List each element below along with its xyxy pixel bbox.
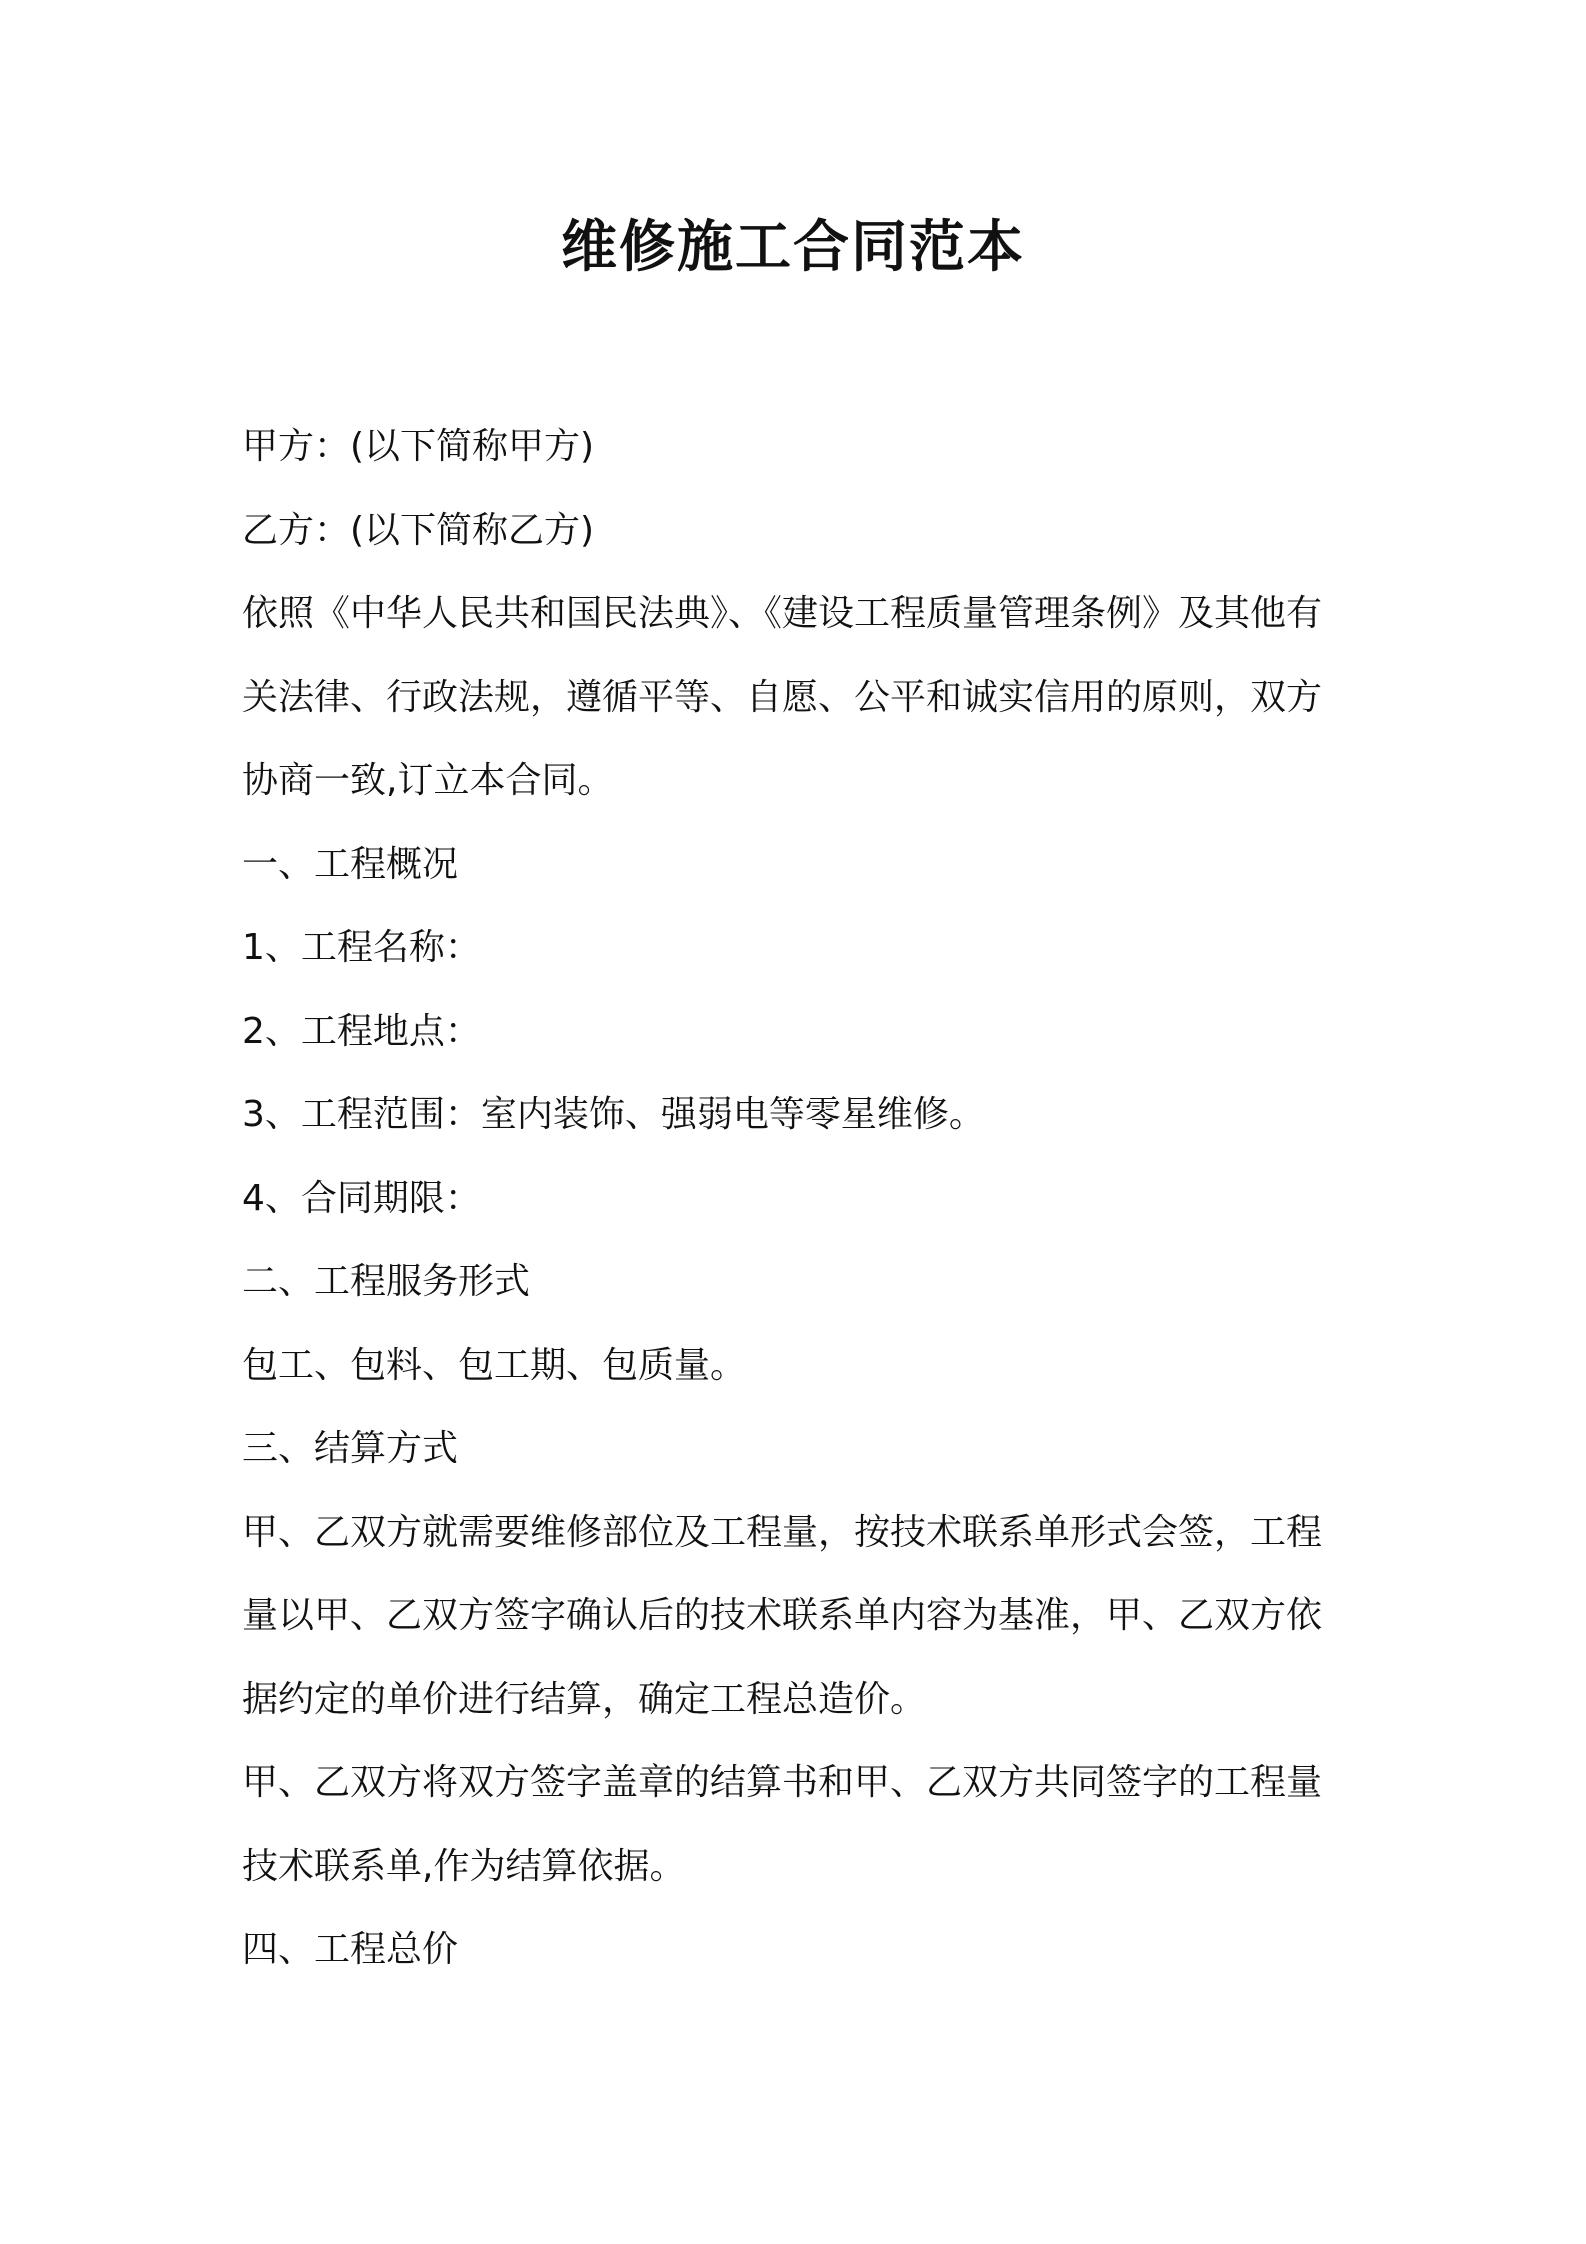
settlement-line-5: 技术联系单,作为结算依据。 bbox=[242, 1845, 686, 1887]
settlement-line-1: 甲、乙双方就需要维修部位及工程量，按技术联系单形式会签，工程 bbox=[242, 1511, 1323, 1553]
preamble-line-2: 关法律、行政法规，遵循平等、自愿、公平和诚实信用的原则，双方 bbox=[242, 676, 1323, 718]
project-scope-line: 3、工程范围：室内装饰、强弱电等零星维修。 bbox=[242, 1094, 985, 1135]
settlement-line-4: 甲、乙双方将双方签字盖章的结算书和甲、乙双方共同签字的工程量 bbox=[242, 1762, 1323, 1803]
project-location-line: 2、工程地点： bbox=[242, 1010, 481, 1052]
document-body bbox=[242, 405, 1352, 1992]
preamble-line-1: 依照《中华人民共和国民法典》、《建设工程质量管理条例》及其他有 bbox=[242, 593, 1323, 634]
party-b-line: 乙方：(以下简称乙方) bbox=[242, 509, 595, 551]
section-heading-2: 二、工程服务形式 bbox=[242, 1261, 531, 1302]
party-a-line: 甲方：(以下简称甲方) bbox=[242, 426, 595, 467]
project-name-line: 1、工程名称： bbox=[242, 927, 481, 968]
settlement-line-2: 量以甲、乙双方签字确认后的技术联系单内容为基准，甲、乙双方依 bbox=[242, 1595, 1323, 1636]
section-heading-3: 三、结算方式 bbox=[242, 1428, 459, 1469]
settlement-line-3: 据约定的单价进行结算，确定工程总造价。 bbox=[242, 1678, 927, 1720]
service-form-line: 包工、包料、包工期、包质量。 bbox=[242, 1344, 747, 1386]
document-title: 维修施工合同范本 bbox=[561, 215, 1025, 280]
contract-period-line: 4、合同期限： bbox=[242, 1177, 481, 1219]
section-heading-4: 四、工程总价 bbox=[242, 1929, 459, 1970]
section-heading-1: 一、工程概况 bbox=[242, 843, 459, 885]
preamble-line-3: 协商一致,订立本合同。 bbox=[242, 760, 614, 801]
